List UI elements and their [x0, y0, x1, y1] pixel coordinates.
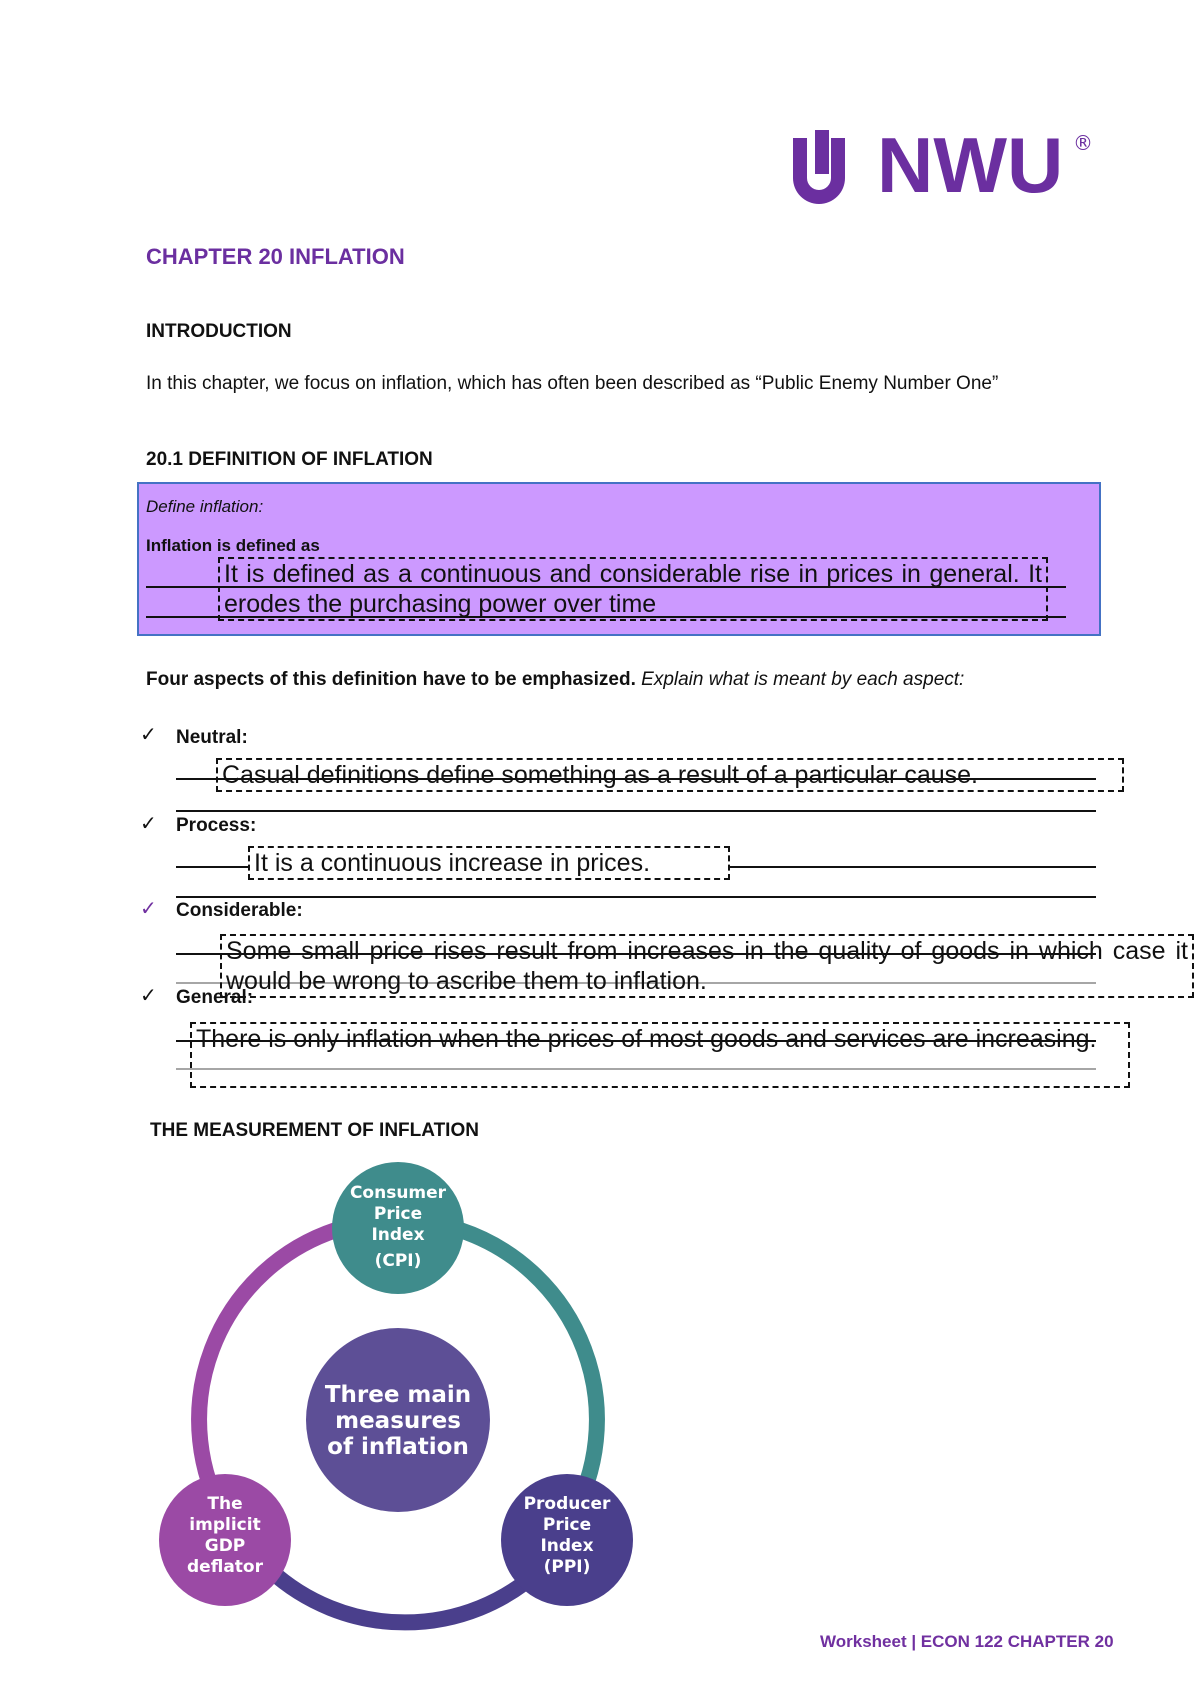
ppi-label-line: Price	[542, 1515, 592, 1535]
center-label-line: measures	[335, 1408, 461, 1434]
definition-heading: 20.1 DEFINITION OF INFLATION	[146, 449, 433, 470]
intro-heading: INTRODUCTION	[146, 321, 292, 342]
aspects-intro-bold: Four aspects of this definition have to be emphasized.	[146, 669, 636, 690]
answer-line	[176, 896, 1096, 898]
cpi-label-line: Price	[373, 1204, 423, 1224]
answer-line	[176, 810, 1096, 812]
aspects-intro-italic: Explain what is meant by each aspect:	[641, 669, 965, 690]
cpi-label-line: (CPI)	[374, 1251, 422, 1271]
gdp-label-line: GDP	[204, 1536, 246, 1556]
ppi-label-line: Producer	[523, 1494, 611, 1514]
aspect-answer-neutral[interactable]: Casual definitions define something as a result of a particular cause.	[216, 758, 1124, 792]
ring-arc-ppi-gdp	[270, 1570, 540, 1622]
aspect-answer-process[interactable]: It is a continuous increase in prices.	[248, 846, 730, 880]
ppi-label-line: Index	[540, 1536, 594, 1556]
definition-prompt: Define inflation:	[146, 497, 264, 516]
center-label-line: Three main	[324, 1382, 472, 1408]
nwu-logo	[785, 120, 1105, 210]
chapter-title: CHAPTER 20 INFLATION	[146, 244, 405, 269]
gdp-label-line: implicit	[189, 1515, 261, 1535]
cpi-label-line: Consumer	[349, 1183, 447, 1203]
aspect-answer-general[interactable]: There is only inflation when the prices of most goods and services are increasing.	[190, 1022, 1130, 1088]
aspect-label-process: Process:	[176, 815, 257, 836]
registered-mark: ®	[1073, 131, 1093, 155]
checkmark-icon: ✓	[140, 896, 157, 920]
checkmark-icon: ✓	[140, 811, 157, 835]
aspect-label-general: General:	[176, 987, 254, 1008]
intro-text: In this chapter, we focus on inflation, which has often been described as “Public Enemy Number One”	[146, 373, 999, 394]
page-footer: Worksheet | ECON 122 CHAPTER 20	[820, 1632, 1114, 1651]
aspects-intro	[146, 669, 964, 691]
aspect-answer-considerable[interactable]: Some small price rises result from increases in the quality of goods in which case it would be wrong to ascribe them to inflation.	[220, 934, 1194, 998]
checkmark-icon: ✓	[140, 722, 157, 746]
ppi-label-line: (PPI)	[543, 1557, 591, 1577]
gdp-label-line: deflator	[187, 1557, 263, 1577]
checkmark-icon: ✓	[140, 983, 157, 1007]
cpi-label-line: Index	[371, 1225, 425, 1245]
measurement-heading: THE MEASUREMENT OF INFLATION	[150, 1120, 479, 1141]
aspect-label-considerable: Considerable:	[176, 900, 303, 921]
inflation-measures-diagram	[150, 1150, 670, 1650]
definition-label: Inflation is defined as	[146, 536, 320, 555]
definition-answer[interactable]: It is defined as a continuous and considerable rise in prices in general. It erodes the purchasing power over time	[218, 557, 1048, 621]
nwu-emblem-icon	[793, 130, 861, 204]
logo-text: NWU	[877, 121, 1064, 209]
aspect-label-neutral: Neutral:	[176, 727, 248, 748]
gdp-label-line: The	[207, 1494, 243, 1514]
center-label-line: of inflation	[327, 1434, 469, 1460]
